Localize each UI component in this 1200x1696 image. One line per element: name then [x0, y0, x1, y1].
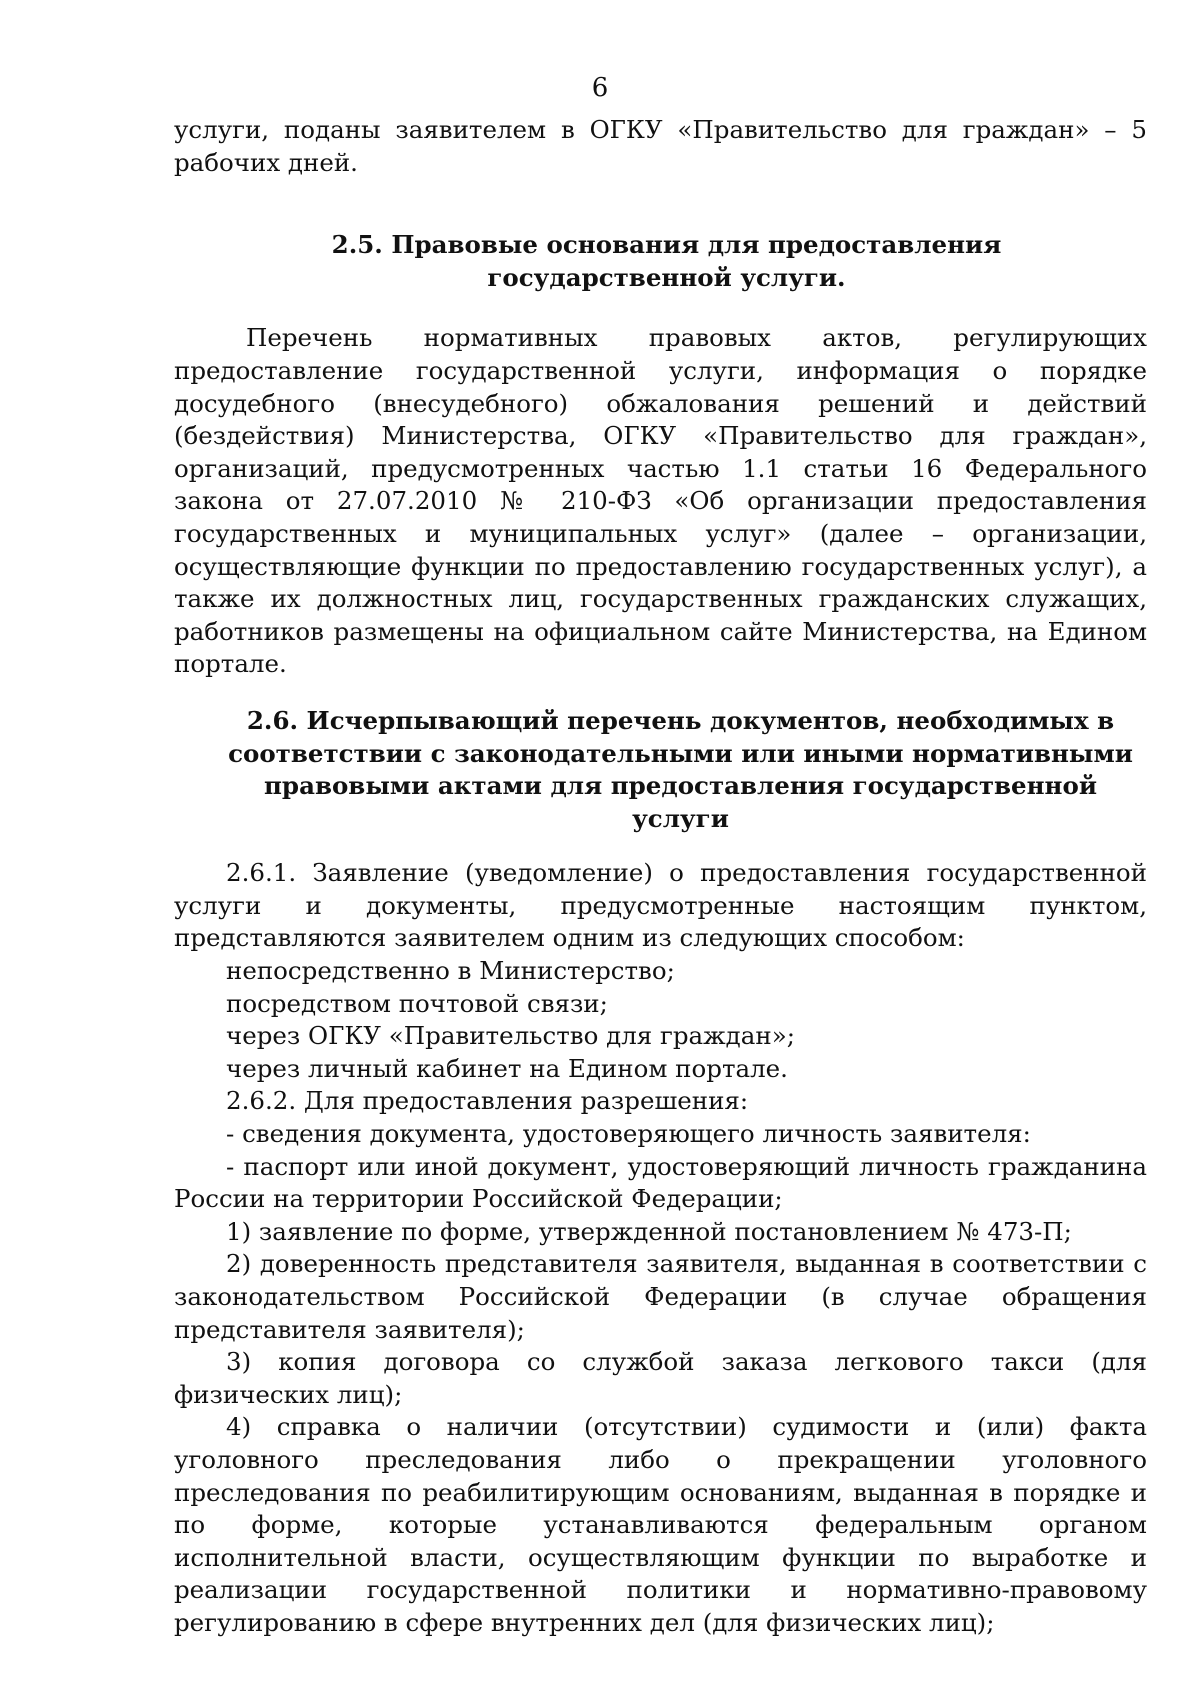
section-2-5-paragraph: Перечень нормативных правовых актов, регулирующих предоставление государственной услуги, информация о порядке досудебного (внесудебного) обжалования решений и действий (бездействия) Министерства, ОГКУ «Правительство для граждан», организаций, предусмотренных частью 1.1 статьи 16 Федерального закона от 27.07.2010 № 210-ФЗ «Об организации предоставления государственных и муниципальных услуг» (далее – организации, осуществляющие функции по предоставлению государственных услуг), а также их должностных лиц, государственных гражданских служащих, работников размещены на официальном сайте Министерства, на Едином портале.: [174, 323, 1147, 679]
list-item-4: 4) справка о наличии (отсутствии) судимости и (или) факта уголовного преследования либо о прекращении уголовного преследования по реабилитирующим основаниям, выданная в порядке и по форме, которые устанавливаются федеральным органом исполнительной власти, осуществляющим функции по выработке и реализации государственной политики и нормативно-правовому регулированию в сфере внутренних дел (для физических лиц);: [174, 1412, 1147, 1637]
method-item: непосредственно в Министерство;: [226, 956, 675, 986]
section-2-6-heading: [174, 705, 1147, 835]
section-2-6-heading-line1: 2.6. Исчерпывающий перечень документов, необходимых в: [246, 705, 1115, 735]
method-item: через личный кабинет на Едином портале.: [226, 1053, 788, 1083]
dash-item: - паспорт или иной документ, удостоверяющий личность гражданина России на территории Российской Федерации;: [174, 1151, 1147, 1214]
method-item: посредством почтовой связи;: [226, 988, 608, 1018]
list-item-3: 3) копия договора со службой заказа легкового такси (для физических лиц);: [174, 1347, 1147, 1409]
section-2-6-heading-line3: правовыми актами для предоставления государственной услуги: [264, 771, 1097, 833]
section-2-5-heading-line2: государственной услуги.: [487, 262, 846, 292]
paragraph-2-6-1: 2.6.1. Заявление (уведомление) о предоставления государственной услуги и документы, предусмотренные настоящим пунктом, представляются заявителем одним из следующих способом:: [174, 858, 1147, 953]
method-item: через ОГКУ «Правительство для граждан»;: [226, 1021, 795, 1051]
list-item-1: 1) заявление по форме, утвержденной постановлением № 473-П;: [226, 1216, 1072, 1246]
section-2-6-heading-line2: соответствии с законодательными или иными нормативными: [228, 738, 1133, 768]
paragraph-2-6-2: 2.6.2. Для предоставления разрешения:: [226, 1086, 749, 1116]
dash-item: - сведения документа, удостоверяющего личность заявителя:: [226, 1119, 1031, 1149]
page-content: [174, 114, 1147, 1640]
page-number: 6: [591, 73, 609, 103]
list-item-2: 2) доверенность представителя заявителя, выданная в соответствии с законодательством Российской Федерации (в случае обращения представителя заявителя);: [174, 1249, 1147, 1344]
section-2-5-heading: [174, 229, 1147, 294]
intro-paragraph: услуги, поданы заявителем в ОГКУ «Правительство для граждан» – 5 рабочих дней.: [174, 115, 1147, 177]
section-2-5-heading-line1: 2.5. Правовые основания для предоставления: [331, 230, 1002, 260]
